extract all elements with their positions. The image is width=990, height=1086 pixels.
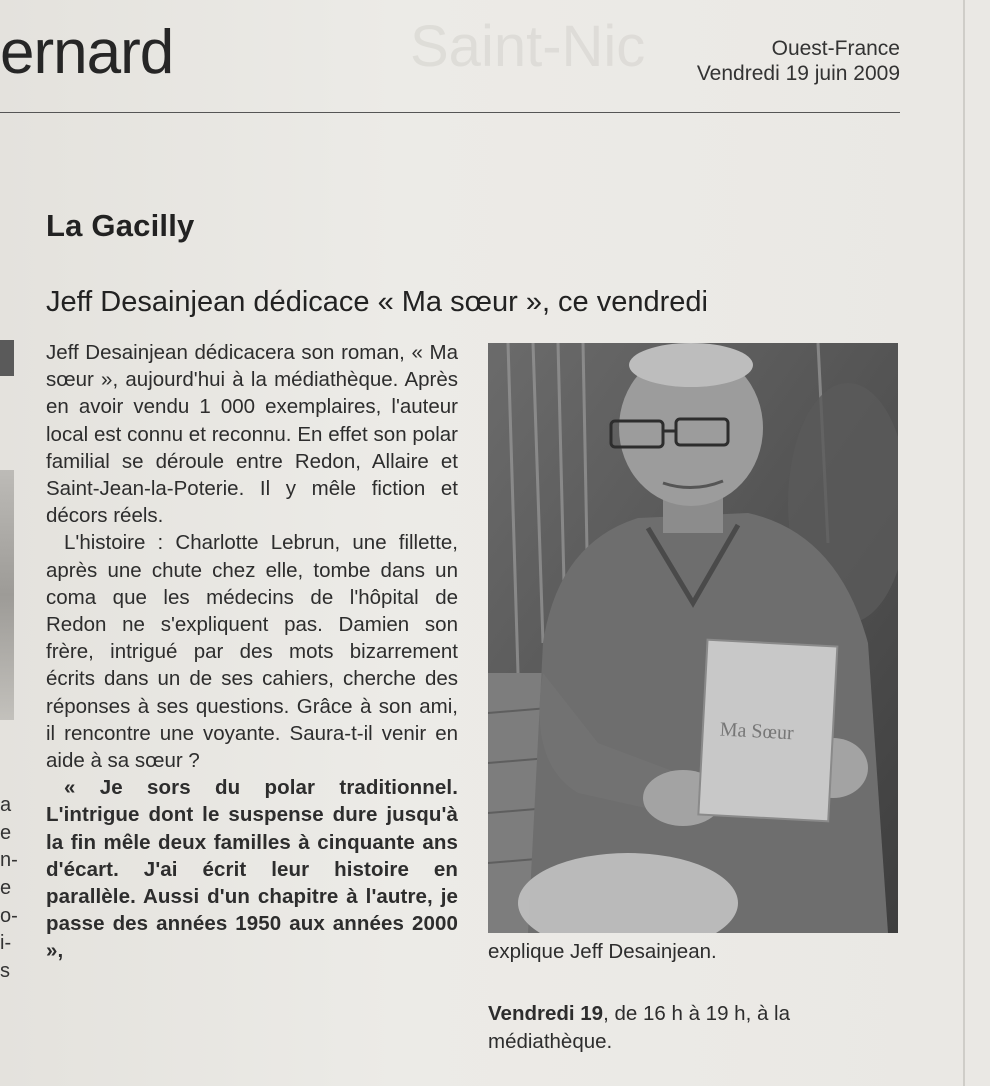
event-date: Vendredi 19 — [488, 1002, 604, 1025]
left-column-image-fragment — [0, 470, 14, 720]
article-paragraph: Jeff Desainjean dédicacera son roman, « Ma sœur », aujourd'hui à la médiathèque. Après en avoir vendu 1 000 exemplaires, l'auteur local est connu et reconnu. En effet son polar familial se déroule entre Redon, Allaire et Saint-Jean-la-Poterie. Il y mêle fiction et décors réels. — [46, 341, 458, 528]
left-column-fragment: s — [0, 960, 10, 982]
article-quote: « Je sors du polar traditionnel. L'intrigue dont le suspense dure jusqu'à la fin mêle deux familles à cinquante ans d'écart. J'ai écrit leur histoire en parallèle. Aussi d'un chapitre à l'autre, je passe des années 1950 aux années 2000 », — [46, 776, 458, 963]
event-info — [488, 1000, 898, 1056]
left-column-fragment: o- — [0, 905, 18, 927]
publication-date: Vendredi 19 juin 2009 — [696, 62, 900, 85]
author-photo — [488, 343, 898, 933]
article-body — [46, 339, 458, 965]
author-photo-illustration — [488, 343, 898, 933]
left-column-fragment: e — [0, 877, 12, 899]
left-column-fragment: e — [0, 822, 12, 844]
masthead-fragment: ernard — [0, 18, 174, 87]
left-column-dark-box — [0, 340, 14, 376]
left-column-fragment: n- — [0, 849, 18, 871]
publication-info — [697, 36, 900, 86]
photo-caption: explique Jeff Desainjean. — [488, 940, 717, 963]
left-column-fragment: i- — [0, 932, 12, 954]
section-title: La Gacilly — [46, 208, 195, 243]
event-details: , de 16 h à 19 h, à la médiathèque. — [488, 1002, 791, 1053]
header-rule — [0, 112, 900, 113]
article-paragraph: L'histoire : Charlotte Lebrun, une fillette, après une chute chez elle, tombe dans un coma que les médecins de l'hôpital de Redon ne s'expliquent pas. Damien son frère, intrigué par des mots bizarrement écrits dans un de ses cahiers, cherche des réponses à ses questions. Grâce à son ami, il rencontre une voyante. Saura-t-il venir en aide à sa sœur ? — [46, 531, 458, 773]
left-column-fragment: a — [0, 794, 12, 816]
page-fold — [963, 0, 965, 1086]
publication-name: Ouest-France — [771, 37, 900, 60]
article-headline: Jeff Desainjean dédicace « Ma sœur », ce vendredi — [46, 286, 708, 318]
book-title: Ma Sœur — [719, 718, 795, 745]
bleedthrough-text: Saint-Nic — [410, 14, 646, 79]
